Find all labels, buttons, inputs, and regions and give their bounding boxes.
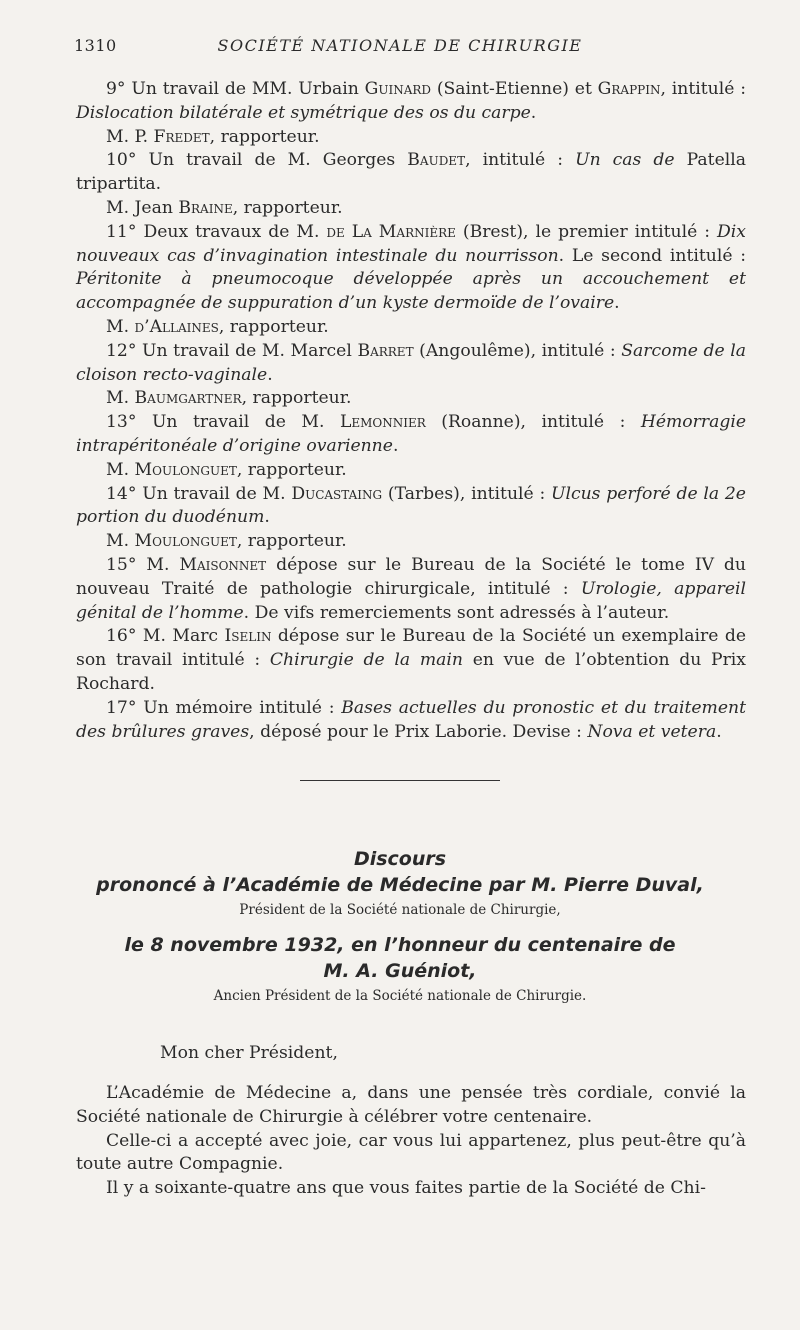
letter-paragraph-2: Celle-ci a accepté avec joie, car vous lui appartenez, plus peut-être qu’à toute autre Compagnie.: [76, 1130, 746, 1175]
item-14-rapporteur: M. Moulonguet, rapporteur.: [106, 531, 347, 552]
page-number: 1310: [74, 36, 117, 55]
letter-paragraph-3: Il y a soixante-quatre ans que vous faites partie de la Société de Chi-: [106, 1178, 706, 1199]
item-12: 12° Un travail de M. Marcel Barret (Angoulême), intitulé : Sarcome de la cloison recto-vaginale.: [76, 340, 746, 385]
discours-title: Discours: [353, 848, 447, 870]
item-10: 10° Un travail de M. Georges Baudet, intitulé : Un cas de Patella tripartita.: [76, 150, 746, 195]
discours-heading: [60, 846, 740, 1006]
section-divider: [300, 780, 500, 781]
discours-president-line: Président de la Société nationale de Chirurgie,: [239, 902, 561, 918]
discours-honoree-title: Ancien Président de la Société nationale de Chirurgie.: [213, 988, 587, 1004]
item-13: 13° Un travail de M. Lemonnier (Roanne), intitulé : Hémorragie intrapéritonéale d’origine ovarienne.: [76, 412, 746, 456]
item-9-rapporteur: M. P. Fredet, rapporteur.: [106, 126, 320, 147]
item-10-rapporteur: M. Jean Braine, rapporteur.: [106, 197, 343, 218]
item-11-rapporteur: M. d’Allaines, rapporteur.: [106, 316, 329, 337]
discours-subtitle: prononcé à l’Académie de Médecine par M. Pierre Duval,: [96, 874, 704, 896]
items-list: [76, 78, 746, 744]
letter-paragraph-1: L’Académie de Médecine a, dans une pensée très cordiale, convié la Société nationale de Chirurgie à célébrer votre centenaire.: [76, 1083, 746, 1127]
item-9: 9° Un travail de MM. Urbain Guinard (Saint-Etienne) et Grappin, intitulé : Dislocation bilatérale et symétrique des os du carpe.: [76, 79, 746, 123]
item-14: 14° Un travail de M. Ducastaing (Tarbes), intitulé : Ulcus perforé de la 2e portion du duodénum.: [76, 483, 746, 528]
letter-body: [76, 1082, 746, 1201]
letter-salutation: Mon cher Président,: [160, 1043, 338, 1063]
item-17: 17° Un mémoire intitulé : Bases actuelles du pronostic et du traitement des brûlures graves, déposé pour le Prix Laborie. Devise : Nova et vetera.: [76, 697, 746, 742]
discours-date-line: le 8 novembre 1932, en l’honneur du centenaire de: [124, 934, 676, 956]
item-15: 15° M. Maisonnet dépose sur le Bureau de la Société le tome IV du nouveau Traité de pathologie chirurgicale, intitulé : Urologie, appareil génital de l’homme. De vifs remerciements sont adressés à l’auteur.: [76, 554, 747, 623]
item-13-rapporteur: M. Moulonguet, rapporteur.: [106, 459, 347, 480]
discours-honoree: M. A. Guéniot,: [323, 960, 477, 982]
running-title: SOCIÉTÉ NATIONALE DE CHIRURGIE: [217, 36, 583, 55]
item-16: 16° M. Marc Iselin dépose sur le Bureau de la Société un exemplaire de son travail intitulé : Chirurgie de la main en vue de l’obtention du Prix Rochard.: [76, 626, 747, 694]
item-12-rapporteur: M. Baumgartner, rapporteur.: [106, 388, 352, 409]
item-11: 11° Deux travaux de M. de La Marnière (Brest), le premier intitulé : Dix nouveaux cas d’invagination intestinale du nourrisson. Le second intitulé : Péritonite à pneumocoque développée après un accouchement et accompagnée de suppuration d’un kyste dermoïde de l’ovaire.: [76, 221, 747, 314]
